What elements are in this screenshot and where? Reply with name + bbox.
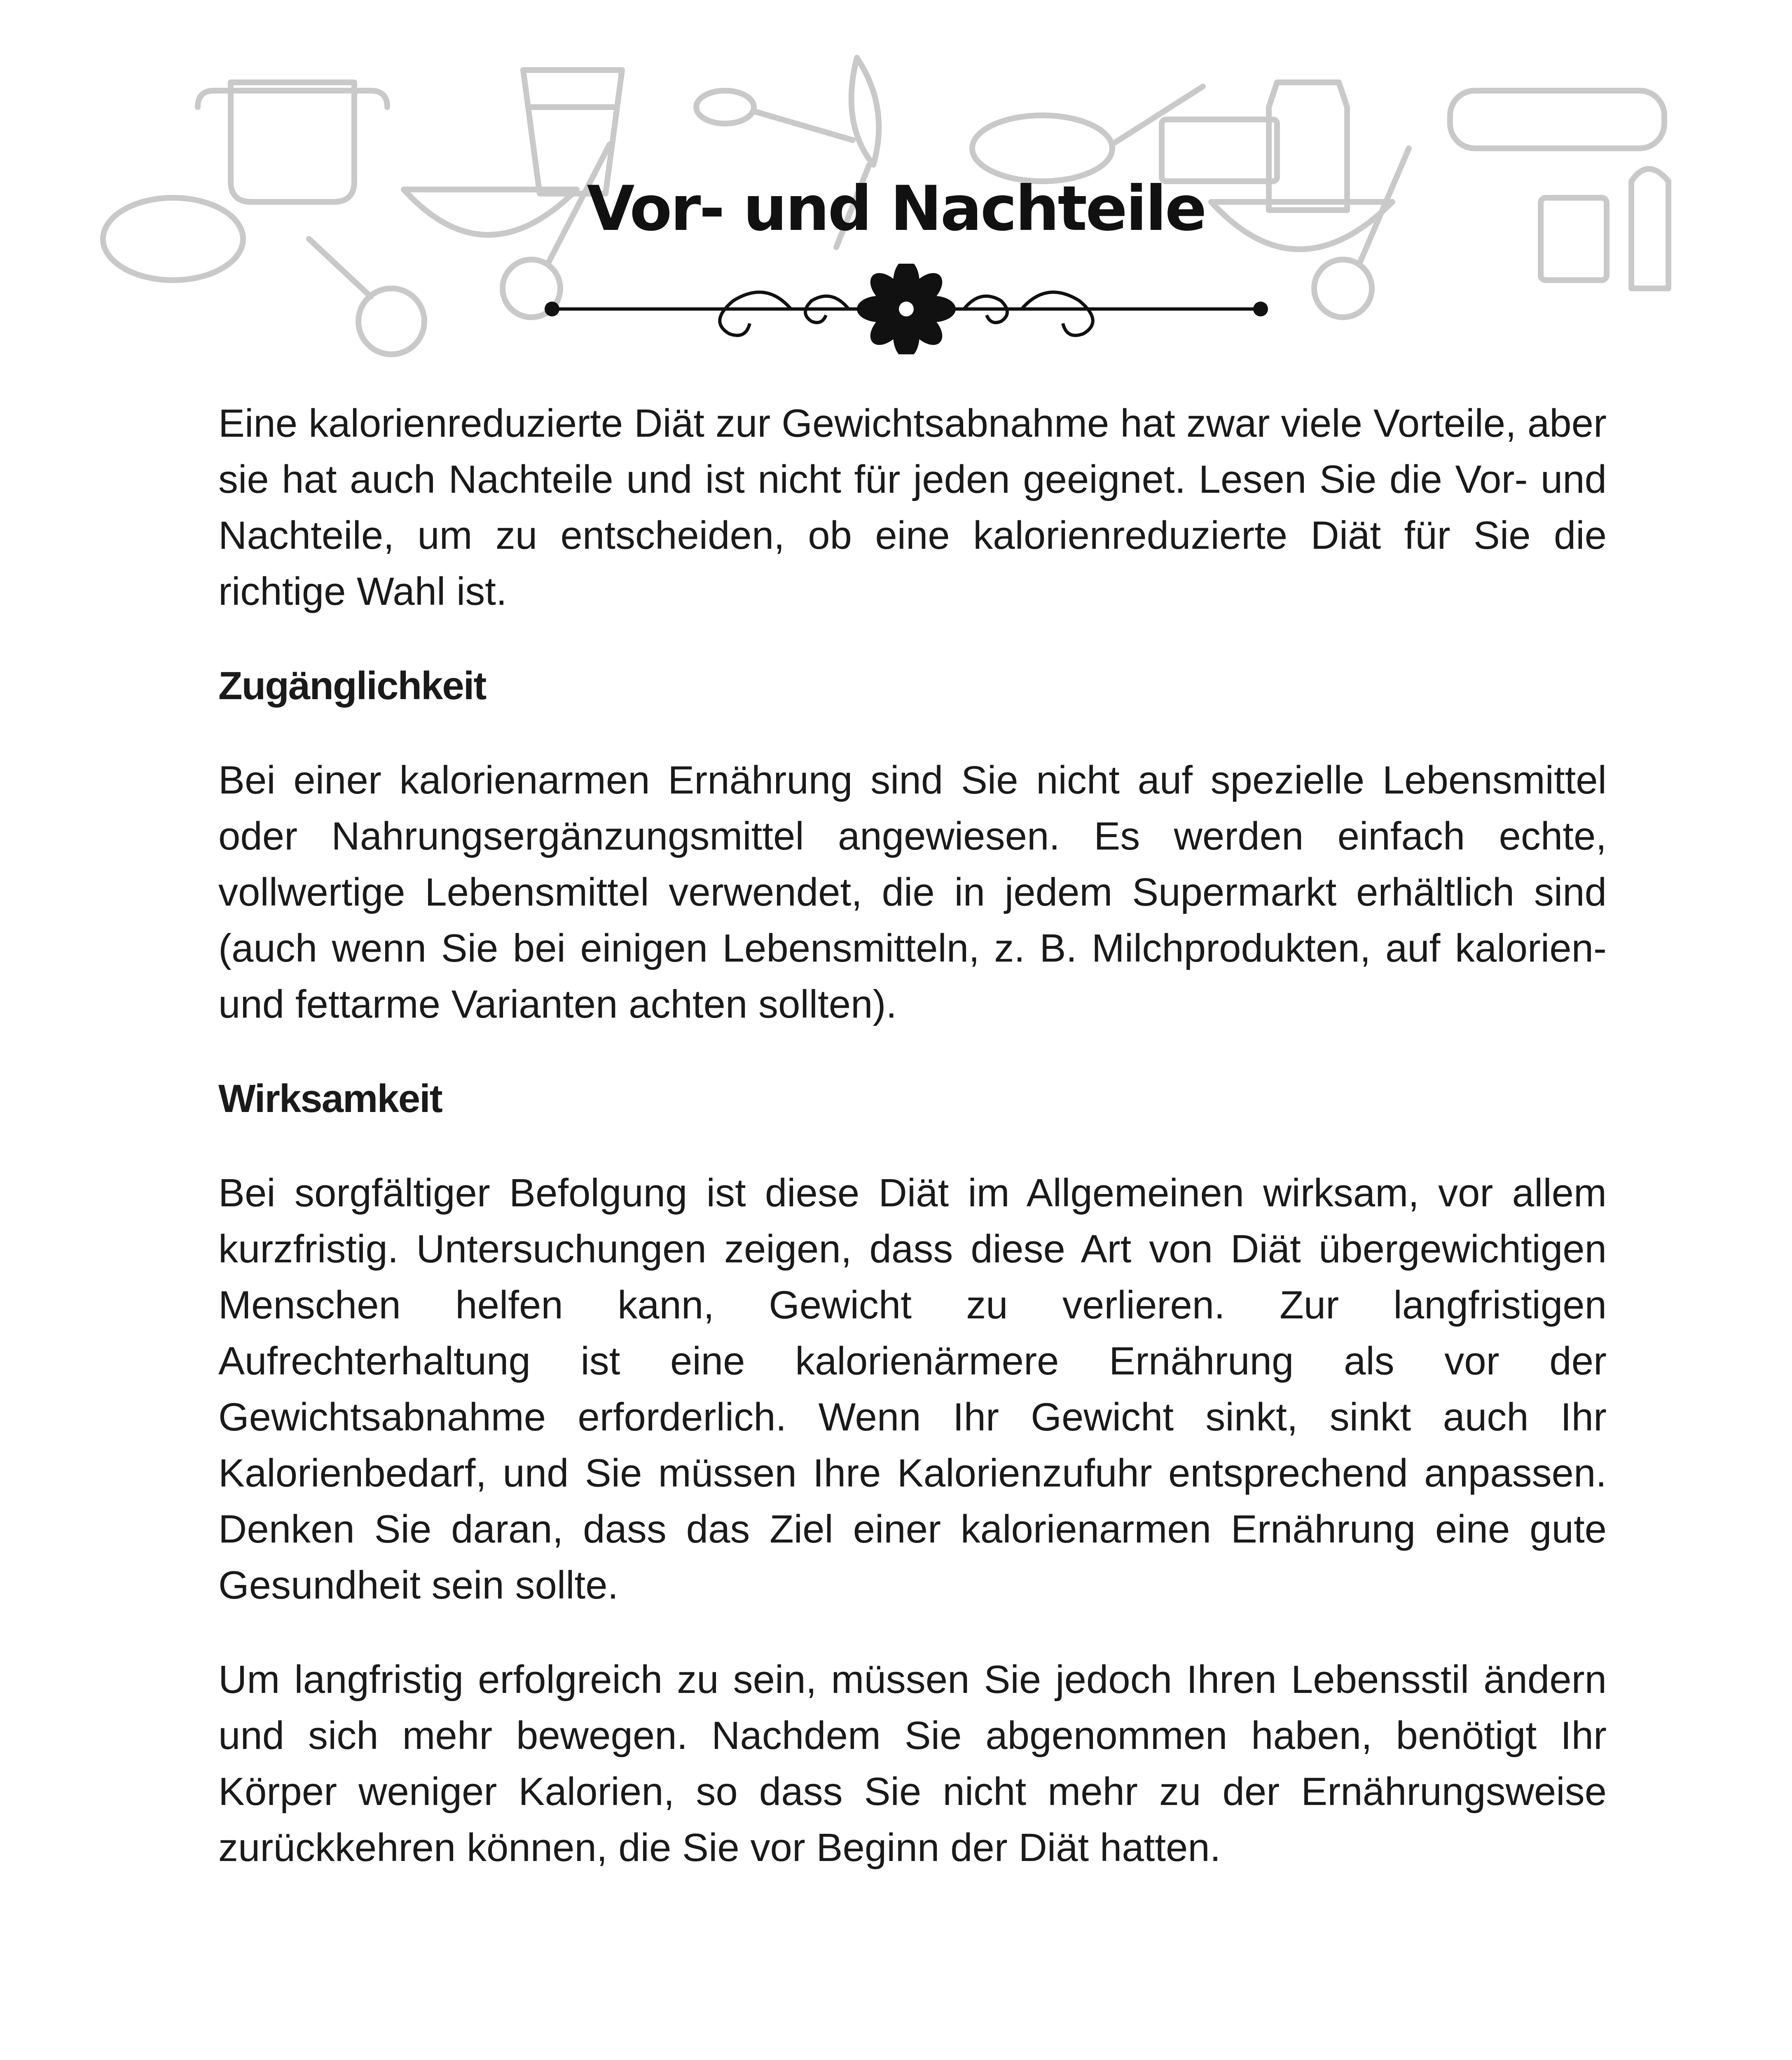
section-heading: Wirksamkeit <box>218 1077 442 1121</box>
intro-paragraph: Eine kalorienreduzierte Diät zur Gewichtsabnahme hat zwar viele Vorteile, aber sie hat auch Nachteile und ist nicht für jeden geeignet. Lesen Sie die Vor- und Nachteile, um zu entscheiden, ob eine kalorienreduzierte Diät für Sie die richtige Wahl ist. <box>218 401 1607 613</box>
title-divider <box>536 264 1277 354</box>
cake-tin-icon <box>1450 91 1664 148</box>
section-paragraph: Bei einer kalorienarmen Ernährung sind Sie nicht auf spezielle Lebensmittel oder Nahrungsergänzungsmittel angewiesen. Es werden einfach echte, vollwertige Lebensmittel verwendet, die in jedem Supermarkt erhältlich sind (auch wenn Sie bei einigen Lebensmitteln, z. B. Milchprodukten, auf kalorien- und fettarme Varianten achten sollten). <box>218 758 1607 1026</box>
pan-icon <box>972 87 1203 181</box>
page-body <box>218 396 1607 1876</box>
section-heading: Zugänglichkeit <box>218 664 486 708</box>
spoon-icon <box>696 91 853 140</box>
page-title: Vor- und Nachteile <box>587 173 1205 245</box>
section-paragraph: Bei sorgfältiger Befolgung ist diese Diät im Allgemeinen wirksam, vor allem kurzfristig. Untersuchungen zeigen, dass diese Art von Diät übergewichtigen Menschen helfen kann, Gewicht zu verlieren. Zur langfristigen Aufrechterhaltung ist eine kalorienärmere Ernährung als vor der Gewichtsabnahme erforderlich. Wenn Ihr Gewicht sinkt, sinkt auch Ihr Kalorienbedarf, und Sie müssen Ihre Kalorienzufuhr entsprechend anpassen. Denken Sie daran, dass das Ziel einer kalorienarmen Ernährung eine gute Gesundheit sein sollte. <box>218 1171 1607 1607</box>
section-paragraph: Um langfristig erfolgreich zu sein, müssen Sie jedoch Ihren Lebensstil ändern und sich mehr bewegen. Nachdem Sie abgenommen haben, benötigt Ihr Körper weniger Kalorien, so dass Sie nicht mehr zu der Ernährungsweise zurückkehren können, die Sie vor Beginn der Diät hatten. <box>218 1657 1607 1870</box>
cutting-board-icon <box>1162 119 1277 181</box>
